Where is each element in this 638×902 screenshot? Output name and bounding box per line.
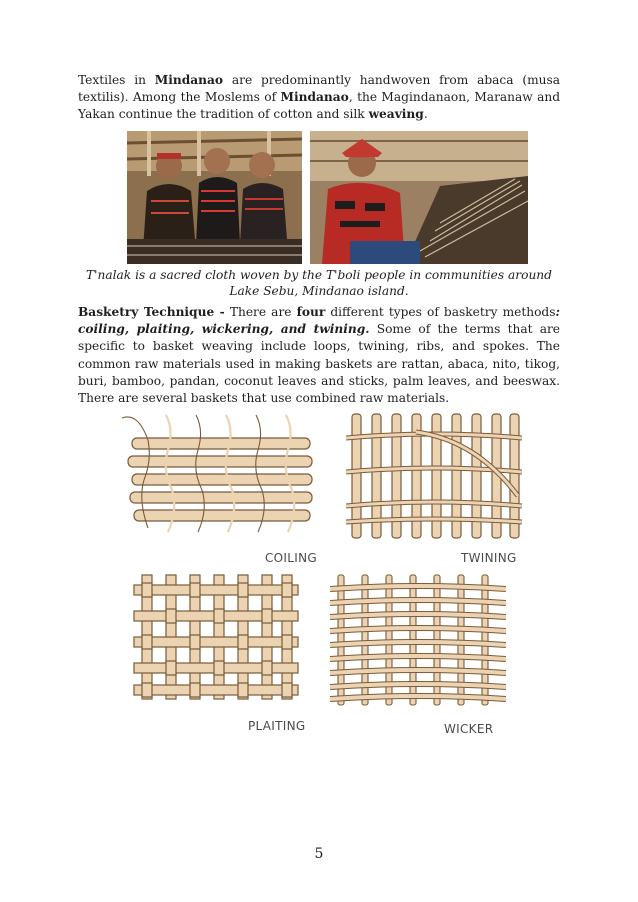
basketry-paragraph bbox=[78, 304, 560, 407]
intro-bold-mindanao: Mindanao bbox=[280, 90, 349, 105]
intro-text: , the Magindanaon, Maranaw and Yakan continue the tradition of cotton and silk bbox=[78, 90, 561, 122]
twining-diagram bbox=[346, 410, 522, 540]
coiling-diagram bbox=[118, 410, 316, 538]
intro-text: are predominantly handwoven from abaca (musa textilis). Among the Moslems of bbox=[78, 73, 560, 105]
plaiting-label: PLAITING bbox=[248, 719, 306, 733]
intro-bold-weaving: weaving bbox=[368, 107, 424, 122]
basketry-text: There are bbox=[224, 305, 297, 319]
wicker-label: WICKER bbox=[444, 722, 494, 736]
intro-text: . bbox=[423, 107, 428, 122]
intro-paragraph bbox=[78, 72, 560, 124]
photo-caption: T'nalak is a sacred cloth woven by the T'boli people in communities around Lake Sebu, Mindanao island. bbox=[86, 268, 552, 298]
basketry-text: different types of basketry methods bbox=[325, 305, 556, 319]
intro-text: Textiles in bbox=[78, 73, 155, 87]
plaiting-diagram bbox=[132, 573, 300, 701]
intro-bold-mindanao: Mindanao bbox=[154, 73, 224, 87]
tboli-weaver-loom-photo bbox=[310, 131, 528, 264]
coiling-label: COILING bbox=[265, 551, 317, 565]
wicker-diagram bbox=[330, 573, 506, 707]
basketry-methods-list: : coiling, plaiting, wickering, and twining. bbox=[78, 305, 560, 337]
tboli-women-photo bbox=[127, 131, 302, 264]
basketry-bold-four: four bbox=[296, 305, 326, 319]
basketry-heading: Basketry Technique - bbox=[78, 305, 225, 319]
basketry-text: Some of the terms that are specific to basket weaving include loops, twining, ribs, and spokes. The common raw materials used in making baskets are rattan, abaca, nito, tikog, buri, bamboo, pandan, coconut leaves and sticks, palm leaves, and beeswax. There are several baskets that use combined raw materials. bbox=[78, 322, 560, 406]
page-number: 5 bbox=[314, 846, 324, 862]
twining-label: TWINING bbox=[461, 551, 517, 565]
